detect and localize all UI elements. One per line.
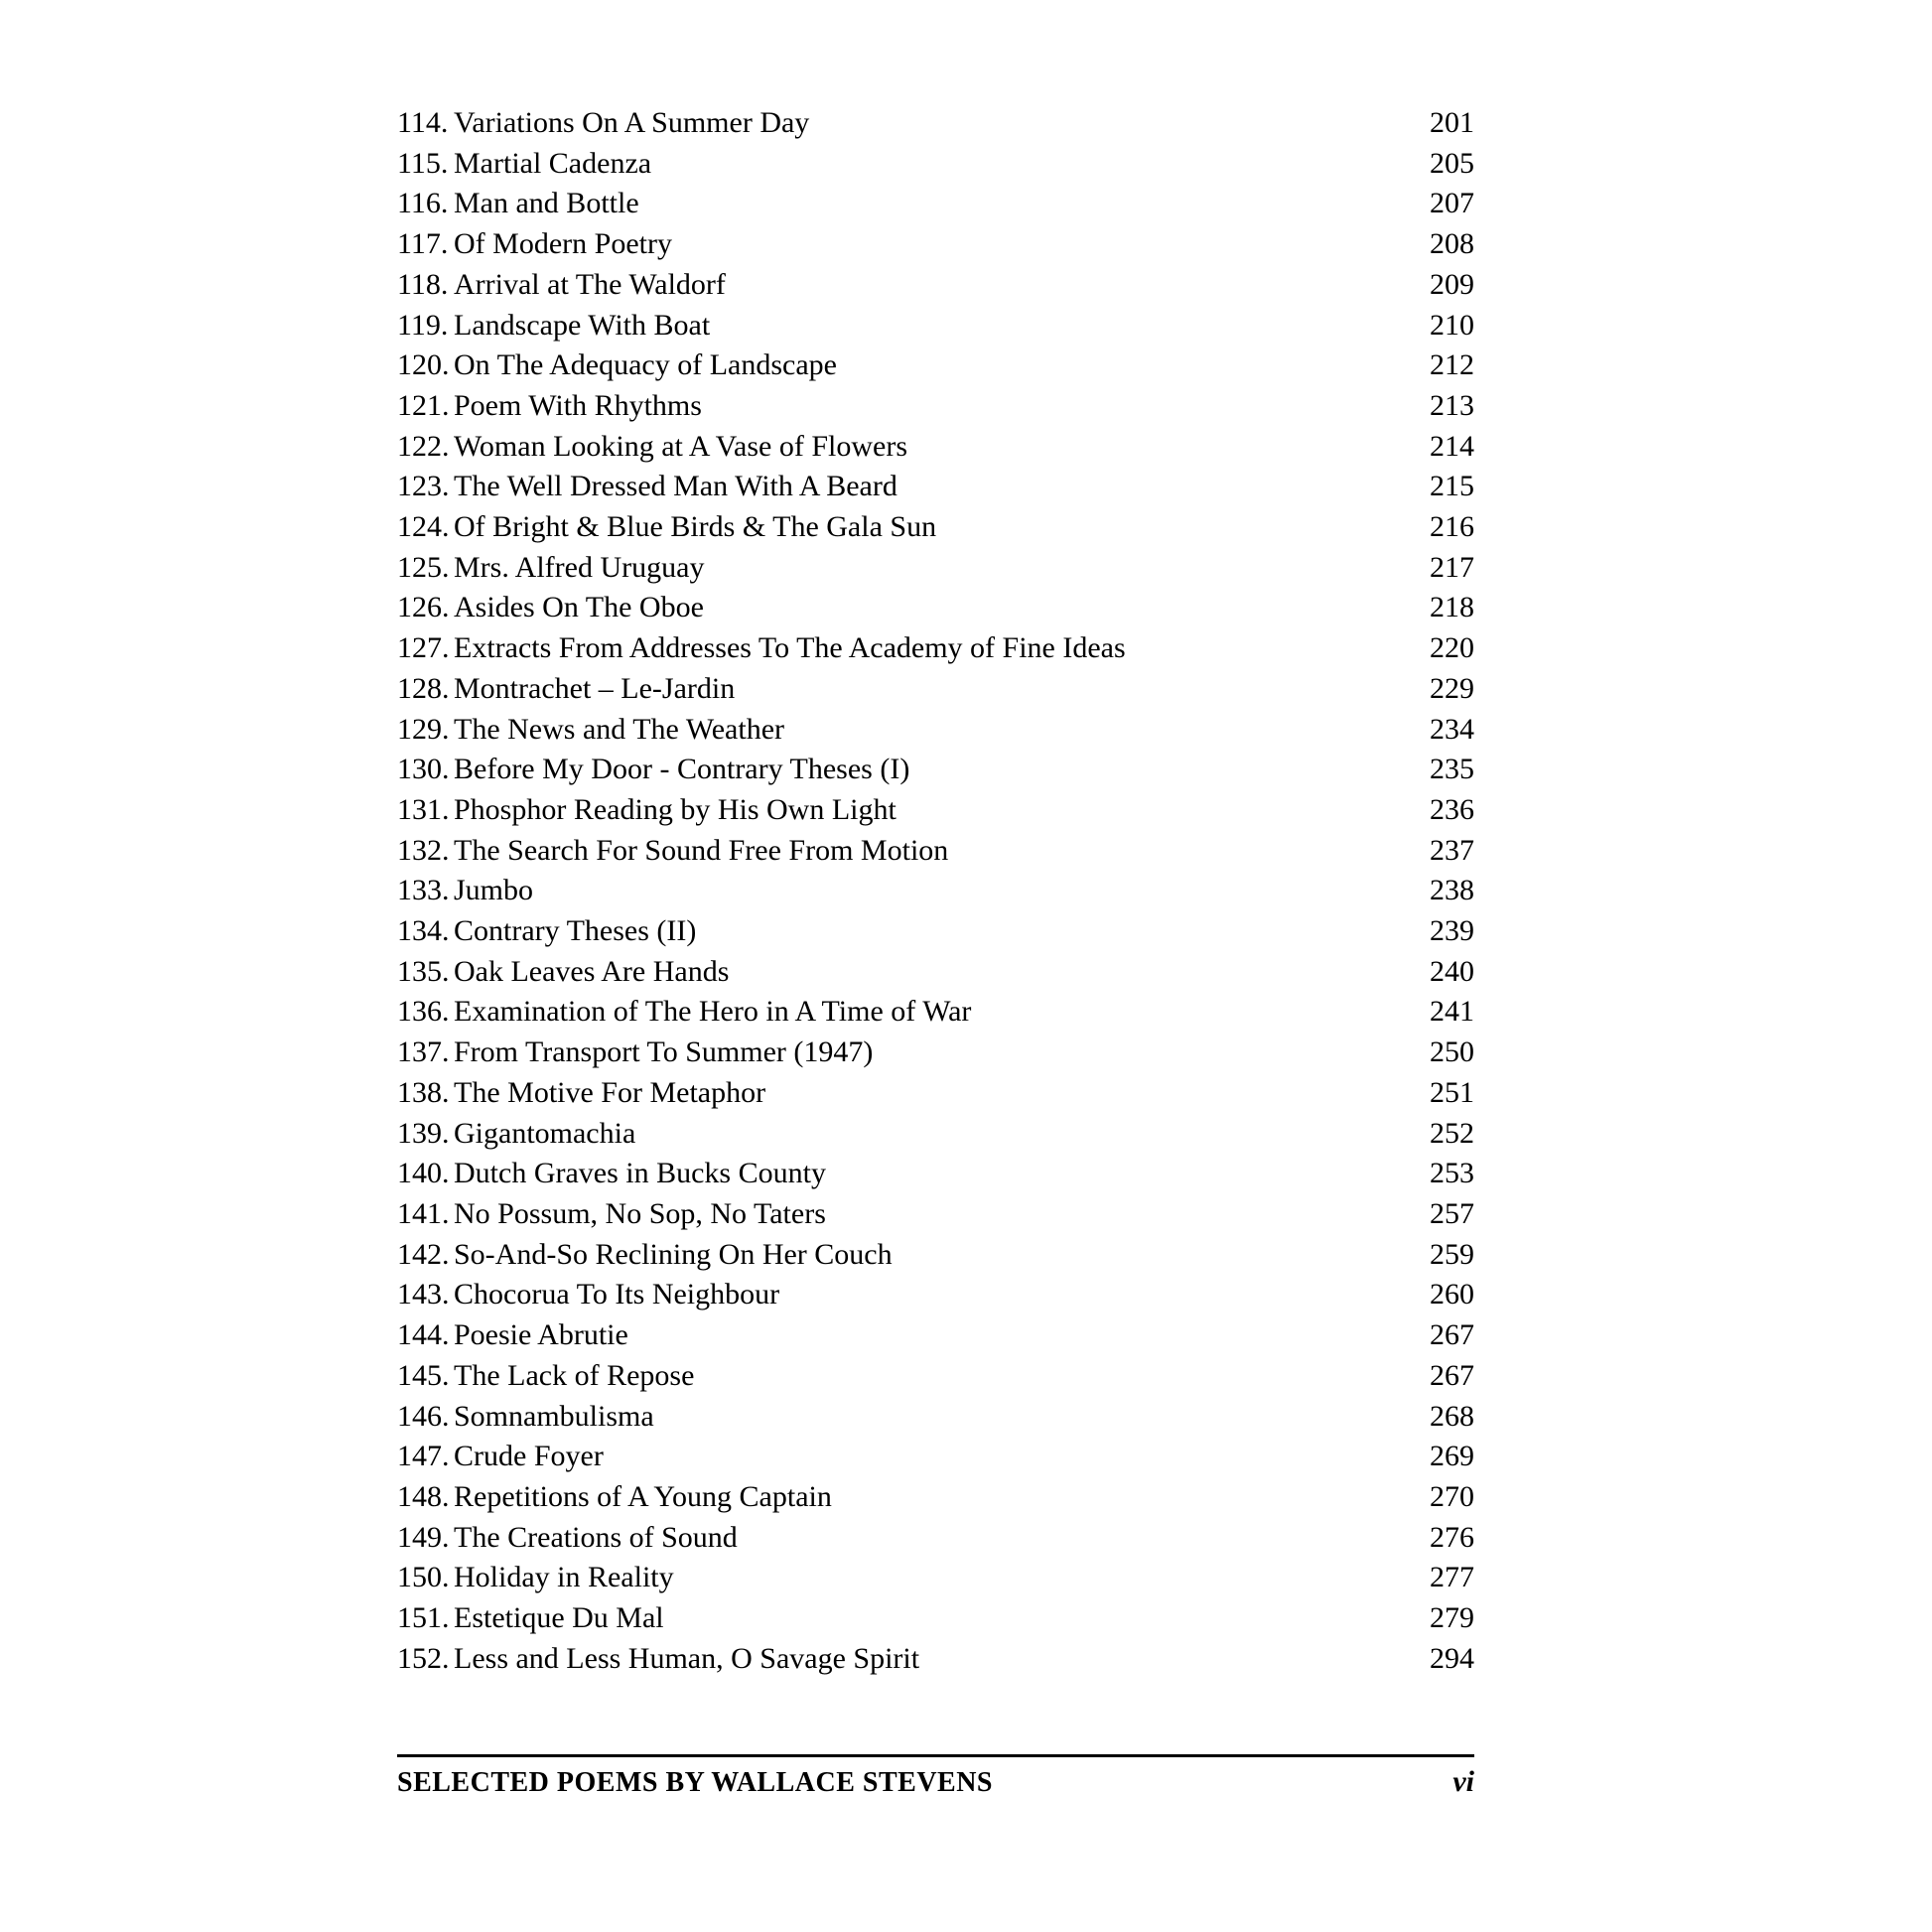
toc-entry-title: From Transport To Summer (1947) [454, 1035, 874, 1069]
toc-entry-number: 133. [397, 874, 450, 907]
toc-entry-page: 279 [1430, 1601, 1474, 1635]
toc-entry [397, 1397, 1474, 1438]
toc-entry [397, 427, 1474, 468]
toc-entry-title: Martial Cadenza [454, 146, 652, 180]
toc-entry-number: 115. [397, 146, 449, 180]
toc-entry-number: 121. [397, 388, 450, 422]
toc-entry-title: Variations On A Summer Day [454, 106, 810, 139]
toc-entry-number: 152. [397, 1641, 450, 1675]
toc-entry-number: 134. [397, 914, 450, 948]
toc-entry-number: 136. [397, 995, 450, 1029]
toc-entry-title: The Well Dressed Man With A Beard [454, 470, 897, 503]
toc-entry-title: Of Modern Poetry [454, 227, 672, 261]
toc-entry [397, 669, 1474, 710]
toc-entry-title: Montrachet – Le-Jardin [454, 671, 736, 705]
toc-entry-page: 237 [1430, 833, 1474, 867]
toc-entry [397, 1356, 1474, 1397]
toc-entry-number: 124. [397, 510, 450, 544]
toc-entry-title: Estetique Du Mal [454, 1601, 664, 1635]
toc-entry-title: Mrs. Alfred Uruguay [454, 550, 705, 584]
toc-entry-number: 125. [397, 550, 450, 584]
toc-entry-number: 144. [397, 1318, 450, 1352]
toc-entry [397, 588, 1474, 628]
toc-entry-page: 212 [1430, 348, 1474, 382]
footer-rule [397, 1754, 1474, 1757]
toc-entry-number: 140. [397, 1157, 450, 1190]
toc-entry-title: Asides On The Oboe [454, 591, 704, 624]
toc-entry-number: 139. [397, 1116, 450, 1150]
toc-entry-title: Landscape With Boat [454, 308, 711, 342]
toc-entry-page: 229 [1430, 671, 1474, 705]
toc-entry-page: 220 [1430, 631, 1474, 665]
toc-entry [397, 790, 1474, 831]
toc-entry-number: 127. [397, 631, 450, 665]
toc-entry-page: 239 [1430, 914, 1474, 948]
toc-entry [397, 144, 1474, 185]
toc-entry-title: Poem With Rhythms [454, 388, 702, 422]
toc-entry-page: 201 [1430, 106, 1474, 139]
toc-entry-number: 120. [397, 348, 450, 382]
toc-entry [397, 952, 1474, 993]
toc-entry-page: 213 [1430, 388, 1474, 422]
toc-entry-title: The Creations of Sound [454, 1520, 738, 1554]
toc-entry-page: 209 [1430, 267, 1474, 301]
toc-entry-number: 126. [397, 591, 450, 624]
toc-entry-page: 235 [1430, 753, 1474, 786]
toc-entry-number: 142. [397, 1237, 450, 1271]
toc-entry-title: The News and The Weather [454, 712, 785, 746]
toc-entry-number: 141. [397, 1196, 450, 1230]
toc-entry [397, 1558, 1474, 1598]
toc-list [397, 103, 1474, 1679]
toc-entry-page: 252 [1430, 1116, 1474, 1150]
toc-entry-number: 135. [397, 954, 450, 988]
toc-entry-title: Before My Door - Contrary Theses (I) [454, 753, 910, 786]
toc-entry-title: Holiday in Reality [454, 1561, 674, 1594]
toc-entry-number: 148. [397, 1479, 450, 1513]
toc-entry [397, 265, 1474, 306]
toc-entry-number: 128. [397, 671, 450, 705]
toc-entry [397, 1073, 1474, 1114]
toc-entry [397, 1033, 1474, 1073]
toc-entry-number: 119. [397, 308, 449, 342]
toc-entry-number: 130. [397, 753, 450, 786]
toc-entry-page: 277 [1430, 1561, 1474, 1594]
toc-entry-number: 138. [397, 1075, 450, 1109]
toc-entry-number: 143. [397, 1278, 450, 1311]
toc-entry [397, 750, 1474, 790]
toc-entry-number: 131. [397, 792, 450, 826]
toc-entry-page: 253 [1430, 1157, 1474, 1190]
toc-entry-number: 129. [397, 712, 450, 746]
toc-entry-page: 257 [1430, 1196, 1474, 1230]
toc-entry-page: 267 [1430, 1318, 1474, 1352]
toc-entry-number: 132. [397, 833, 450, 867]
footer-book-title: SELECTED POEMS BY WALLACE STEVENS [397, 1767, 994, 1798]
toc-entry [397, 871, 1474, 911]
toc-entry-title: Jumbo [454, 874, 534, 907]
toc-entry-page: 236 [1430, 792, 1474, 826]
toc-entry-title: Poesie Abrutie [454, 1318, 628, 1352]
toc-entry [397, 184, 1474, 224]
toc-entry-page: 240 [1430, 954, 1474, 988]
toc-entry-page: 260 [1430, 1278, 1474, 1311]
toc-entry-page: 267 [1430, 1358, 1474, 1392]
toc-entry [397, 628, 1474, 669]
toc-entry [397, 1154, 1474, 1194]
toc-entry-page: 251 [1430, 1075, 1474, 1109]
toc-entry-page: 214 [1430, 429, 1474, 463]
page-footer [397, 1765, 1474, 1799]
toc-entry [397, 831, 1474, 872]
toc-entry-number: 114. [397, 106, 449, 139]
toc-entry-number: 146. [397, 1399, 450, 1433]
toc-entry-title: Examination of The Hero in A Time of War [454, 995, 972, 1029]
toc-entry-page: 218 [1430, 591, 1474, 624]
toc-entry-number: 149. [397, 1520, 450, 1554]
toc-entry [397, 1275, 1474, 1315]
toc-entry-page: 294 [1430, 1641, 1474, 1675]
toc-entry-title: Of Bright & Blue Birds & The Gala Sun [454, 510, 937, 544]
toc-entry-title: Crude Foyer [454, 1440, 604, 1473]
toc-entry-page: 205 [1430, 146, 1474, 180]
toc-entry-page: 215 [1430, 470, 1474, 503]
toc-entry [397, 1518, 1474, 1559]
toc-entry-title: Contrary Theses (II) [454, 914, 697, 948]
toc-entry-page: 210 [1430, 308, 1474, 342]
toc-entry [397, 1639, 1474, 1680]
toc-entry [397, 1437, 1474, 1477]
toc-entry-page: 270 [1430, 1479, 1474, 1513]
toc-entry [397, 386, 1474, 427]
toc-entry-number: 123. [397, 470, 450, 503]
toc-entry [397, 1194, 1474, 1235]
toc-entry-title: Man and Bottle [454, 187, 639, 220]
toc-entry-title: Less and Less Human, O Savage Spirit [454, 1641, 920, 1675]
toc-entry-title: The Search For Sound Free From Motion [454, 833, 949, 867]
toc-entry-page: 269 [1430, 1440, 1474, 1473]
toc-entry-number: 151. [397, 1601, 450, 1635]
toc-entry [397, 306, 1474, 346]
toc-entry-title: No Possum, No Sop, No Taters [454, 1196, 826, 1230]
toc-entry-page: 241 [1430, 995, 1474, 1029]
toc-entry-title: The Lack of Repose [454, 1358, 695, 1392]
toc-entry-number: 118. [397, 267, 449, 301]
toc-entry [397, 911, 1474, 952]
toc-entry-number: 150. [397, 1561, 450, 1594]
toc-entry [397, 345, 1474, 386]
toc-entry-number: 117. [397, 227, 449, 261]
toc-entry-page: 207 [1430, 187, 1474, 220]
toc-entry [397, 1235, 1474, 1276]
footer-page-number: vi [1452, 1765, 1474, 1798]
toc-entry-page: 276 [1430, 1520, 1474, 1554]
toc-entry [397, 1315, 1474, 1356]
toc-entry [397, 103, 1474, 144]
toc-entry-title: Arrival at The Waldorf [454, 267, 726, 301]
toc-entry-title: Chocorua To Its Neighbour [454, 1278, 780, 1311]
toc-entry-page: 208 [1430, 227, 1474, 261]
toc-entry [397, 507, 1474, 548]
toc-entry-title: Gigantomachia [454, 1116, 636, 1150]
toc-entry-title: On The Adequacy of Landscape [454, 348, 837, 382]
toc-entry-page: 217 [1430, 550, 1474, 584]
toc-entry [397, 1598, 1474, 1639]
toc-entry-title: Repetitions of A Young Captain [454, 1479, 832, 1513]
toc-entry-number: 137. [397, 1035, 450, 1069]
toc-entry-title: Woman Looking at A Vase of Flowers [454, 429, 907, 463]
toc-entry-number: 147. [397, 1440, 450, 1473]
toc-entry-title: Dutch Graves in Bucks County [454, 1157, 826, 1190]
toc-entry [397, 1477, 1474, 1518]
toc-entry-number: 116. [397, 187, 449, 220]
toc-entry [397, 710, 1474, 751]
toc-entry [397, 548, 1474, 589]
toc-entry-page: 268 [1430, 1399, 1474, 1433]
toc-entry-title: Oak Leaves Are Hands [454, 954, 730, 988]
toc-entry [397, 1114, 1474, 1155]
toc-entry-title: The Motive For Metaphor [454, 1075, 766, 1109]
toc-entry-title: Somnambulisma [454, 1399, 654, 1433]
toc-entry [397, 467, 1474, 507]
toc-entry-title: So-And-So Reclining On Her Couch [454, 1237, 893, 1271]
toc-entry-page: 216 [1430, 510, 1474, 544]
toc-entry-page: 250 [1430, 1035, 1474, 1069]
toc-entry-number: 145. [397, 1358, 450, 1392]
toc-entry [397, 224, 1474, 265]
toc-entry-number: 122. [397, 429, 450, 463]
toc-entry [397, 992, 1474, 1033]
toc-entry-page: 238 [1430, 874, 1474, 907]
toc-entry-title: Extracts From Addresses To The Academy of Fine Ideas [454, 631, 1126, 665]
toc-entry-page: 259 [1430, 1237, 1474, 1271]
toc-entry-page: 234 [1430, 712, 1474, 746]
toc-entry-title: Phosphor Reading by His Own Light [454, 792, 897, 826]
